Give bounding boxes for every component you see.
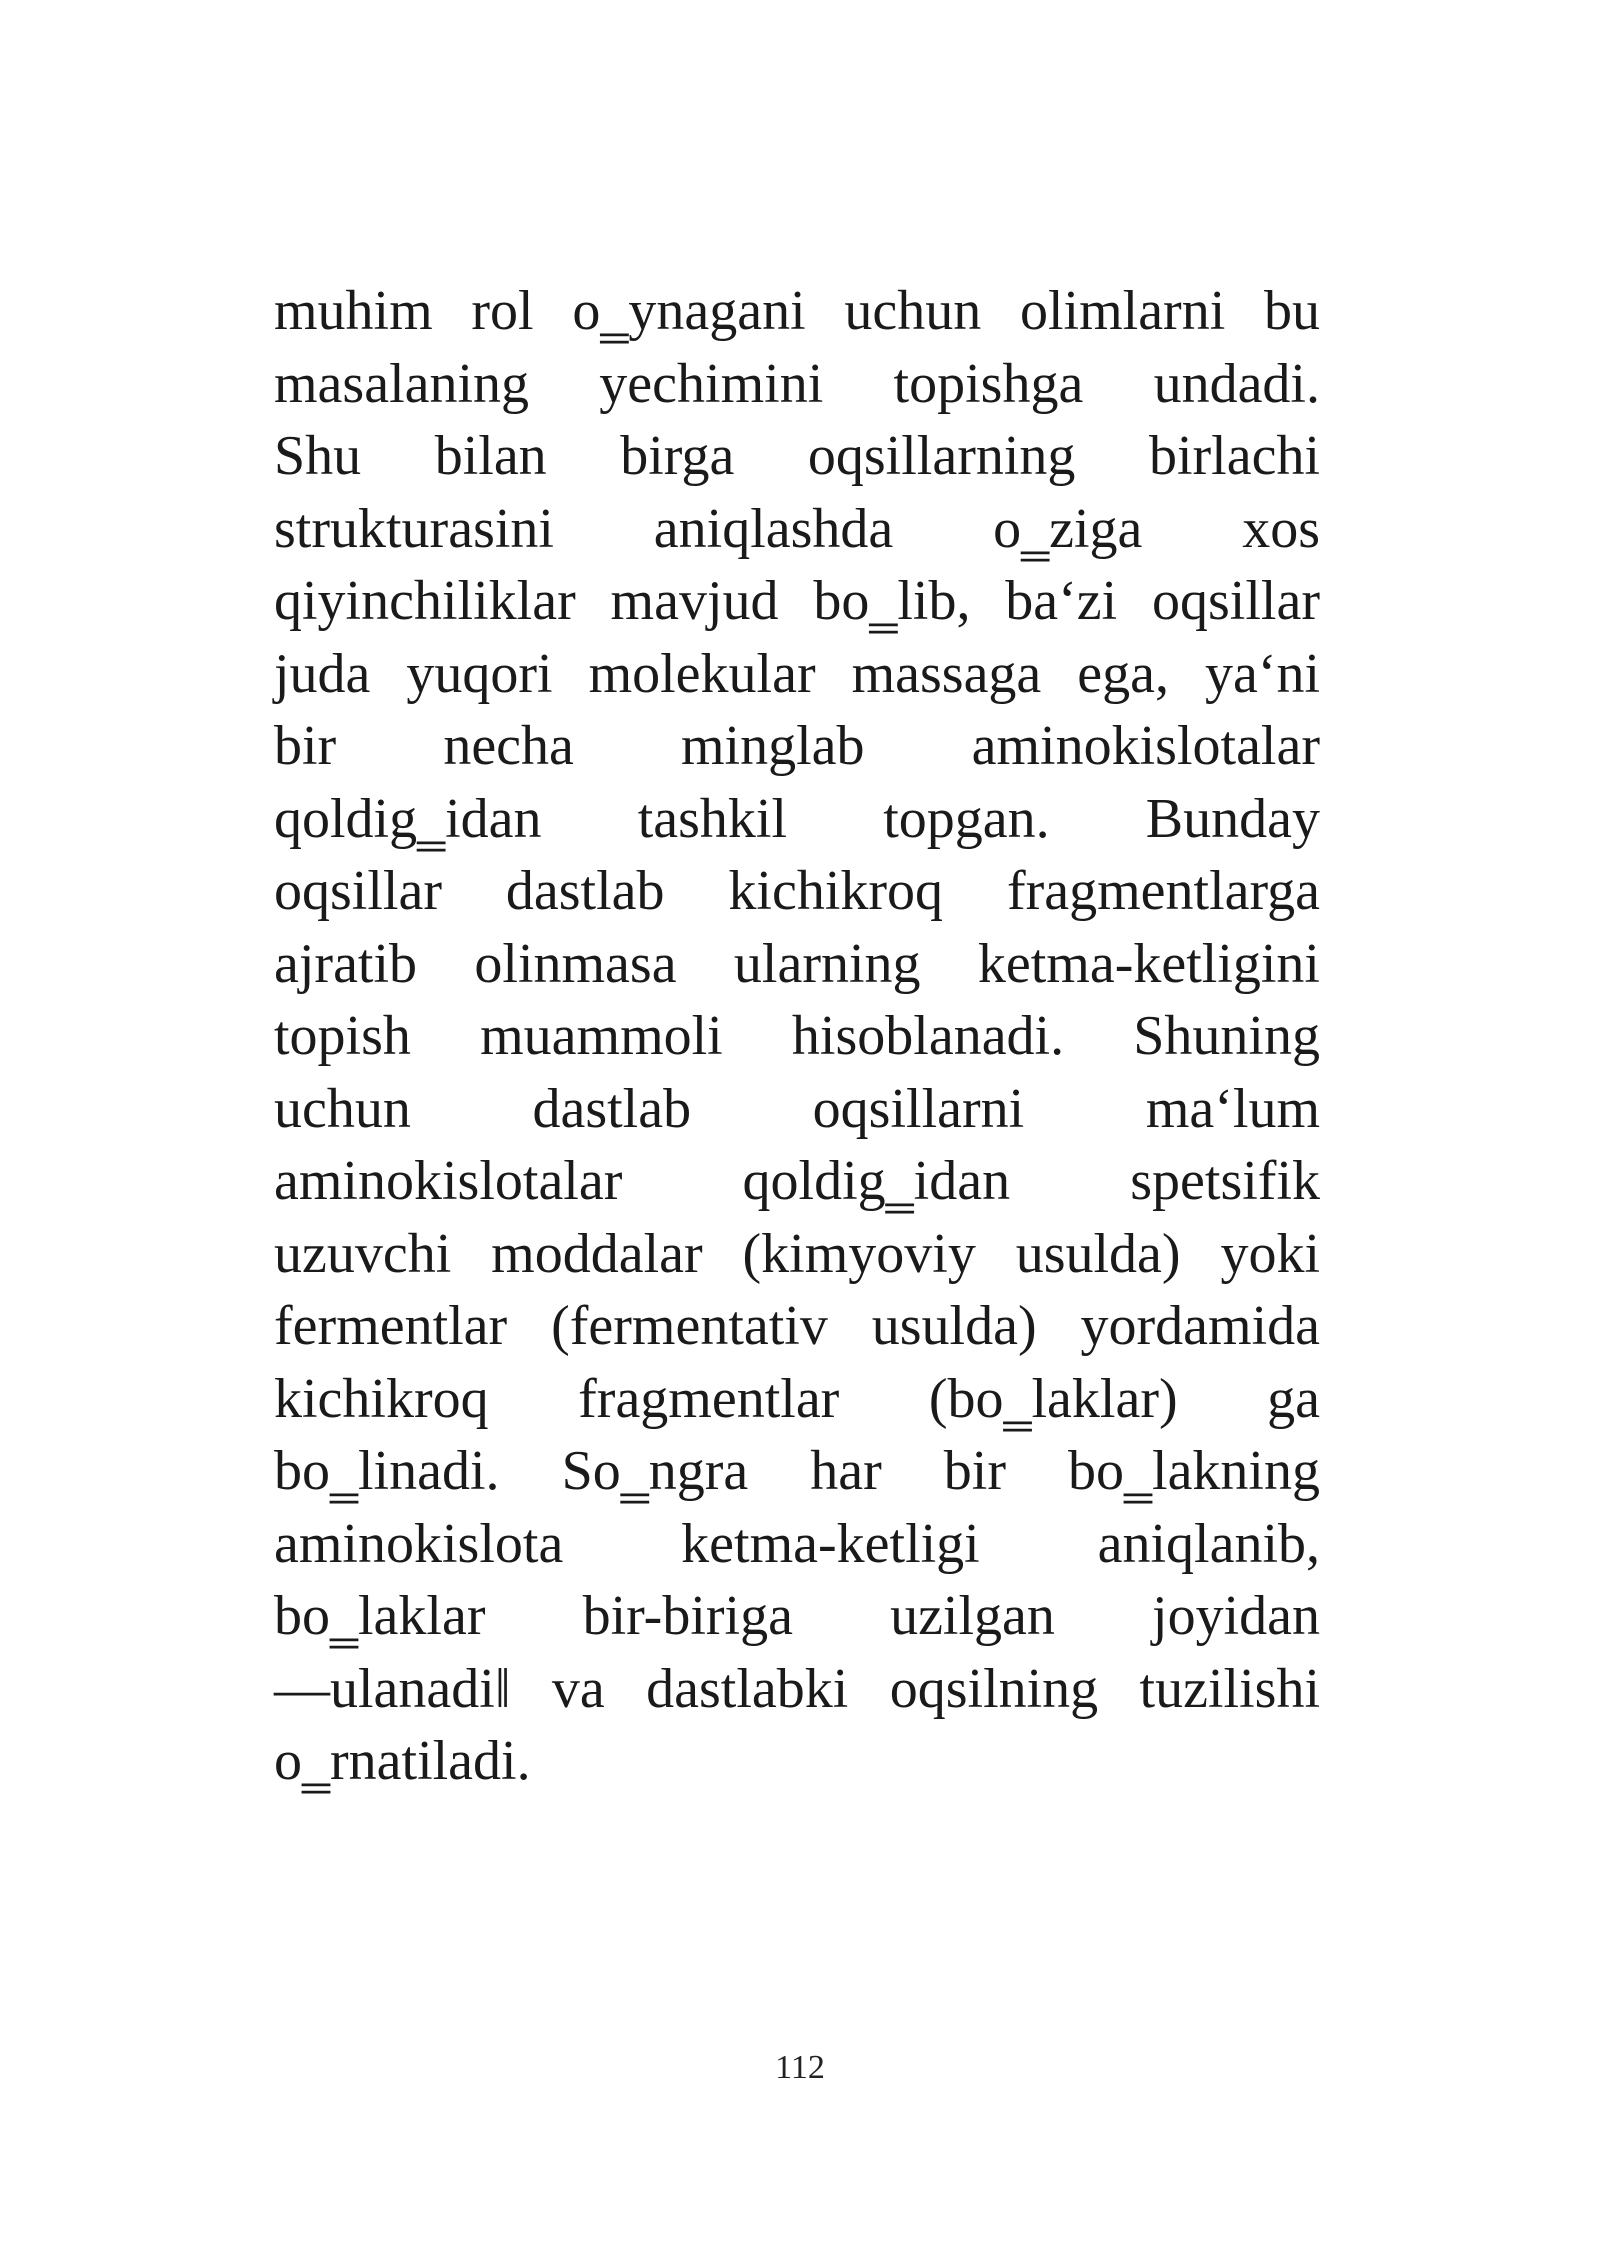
text-line-4: strukturasini aniqlashda o‗ziga xos (274, 497, 1320, 560)
text-line-2: masalaning yechimini topishga undadi. (274, 352, 1320, 415)
text-line-21: o‗rnatiladi. (274, 1730, 531, 1792)
text-line-15: fermentlar (fermentativ usulda) yordamida (274, 1295, 1320, 1357)
text-line-6: juda yuqori molekular massaga ega, ya‘ni (274, 642, 1320, 705)
text-line-13: aminokislotalar qoldig‗idan spetsifik (274, 1150, 1320, 1212)
text-line-19: bo‗laklar bir-biriga uzilgan joyidan (274, 1585, 1320, 1647)
text-line-16: kichikroq fragmentlar (bo‗laklar) ga (274, 1367, 1320, 1430)
body-paragraph (274, 275, 1320, 1798)
text-line-18: aminokislota ketma-ketligi aniqlanib, (274, 1512, 1320, 1575)
text-line-12: uchun dastlab oqsillarni ma‘lum (274, 1077, 1320, 1140)
text-line-8: qoldig‗idan tashkil topgan. Bunday (274, 787, 1320, 850)
page-number: 112 (775, 2049, 825, 2086)
text-line-7: bir necha minglab aminokislotalar (274, 715, 1320, 777)
text-line-10: ajratib olinmasa ularning ketma-ketligini (274, 932, 1320, 995)
text-line-11: topish muammoli hisoblanadi. Shuning (274, 1005, 1320, 1067)
text-line-9: oqsillar dastlab kichikroq fragmentlarga (274, 860, 1320, 922)
text-line-17: bo‗linadi. So‗ngra har bir bo‗lakning (274, 1440, 1320, 1502)
text-line-20: —ulanadi‖ va dastlabki oqsilning tuzilishi (274, 1657, 1320, 1720)
text-line-5: qiyinchiliklar mavjud bo‗lib, ba‘zi oqsillar (274, 570, 1320, 632)
text-line-1: muhim rol o‗ynagani uchun olimlarni bu (274, 280, 1320, 342)
text-line-3: Shu bilan birga oqsillarning birlachi (274, 425, 1320, 487)
text-line-14: uzuvchi moddalar (kimyoviy usulda) yoki (274, 1222, 1320, 1285)
